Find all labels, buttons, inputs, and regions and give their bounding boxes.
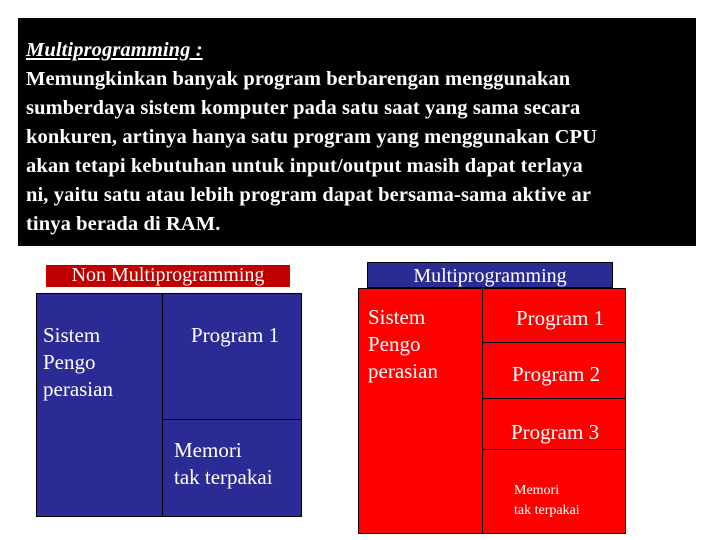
multiprogramming-vertical-divider — [482, 288, 483, 534]
definition-line: tinya berada di RAM. — [26, 213, 221, 235]
multiprogramming-program-3: Program 3 — [511, 420, 600, 444]
os-line: Sistem — [368, 305, 426, 329]
non-multiprogramming-vertical-divider — [162, 293, 163, 517]
definition-line: konkuren, artinya hanya satu program yang menggunakan CPU — [26, 126, 598, 148]
multiprogramming-horizontal-divider — [482, 398, 626, 399]
free-memory-line: tak terpakai — [174, 465, 273, 489]
free-memory-line: tak terpakai — [514, 503, 580, 518]
non-multiprogramming-program-1: Program 1 — [191, 323, 280, 347]
multiprogramming-horizontal-divider — [482, 342, 626, 343]
non-multiprogramming-label: Non Multiprogramming — [46, 265, 290, 287]
definition-box — [18, 18, 696, 246]
definition-line: sumberdaya sistem komputer pada satu saat yang sama secara — [26, 97, 581, 119]
non-multiprogramming-free-memory — [174, 437, 273, 491]
os-line: Pengo — [368, 332, 421, 356]
non-multiprogramming-horizontal-divider — [162, 419, 302, 420]
definition-title: Multiprogramming : — [26, 39, 203, 61]
free-memory-line: Memori — [514, 483, 560, 498]
multiprogramming-free-memory — [514, 481, 580, 521]
multiprogramming-program-2: Program 2 — [512, 362, 601, 386]
free-memory-line: Memori — [174, 438, 242, 462]
multiprogramming-label: Multiprogramming — [367, 262, 613, 288]
multiprogramming-program-1: Program 1 — [516, 306, 605, 330]
definition-line: Memungkinkan banyak program berbarengan menggunakan — [26, 68, 571, 90]
os-line: perasian — [368, 359, 438, 383]
non-multiprogramming-os-label — [43, 322, 113, 403]
os-line: Pengo — [43, 350, 96, 374]
os-line: Sistem — [43, 323, 101, 347]
definition-line: akan tetapi kebutuhan untuk input/output masih dapat terlaya — [26, 155, 583, 177]
definition-line: ni, yaitu satu atau lebih program dapat bersama-sama aktive ar — [26, 184, 592, 206]
os-line: perasian — [43, 377, 113, 401]
multiprogramming-horizontal-divider — [482, 449, 626, 450]
multiprogramming-os-label — [368, 304, 438, 385]
